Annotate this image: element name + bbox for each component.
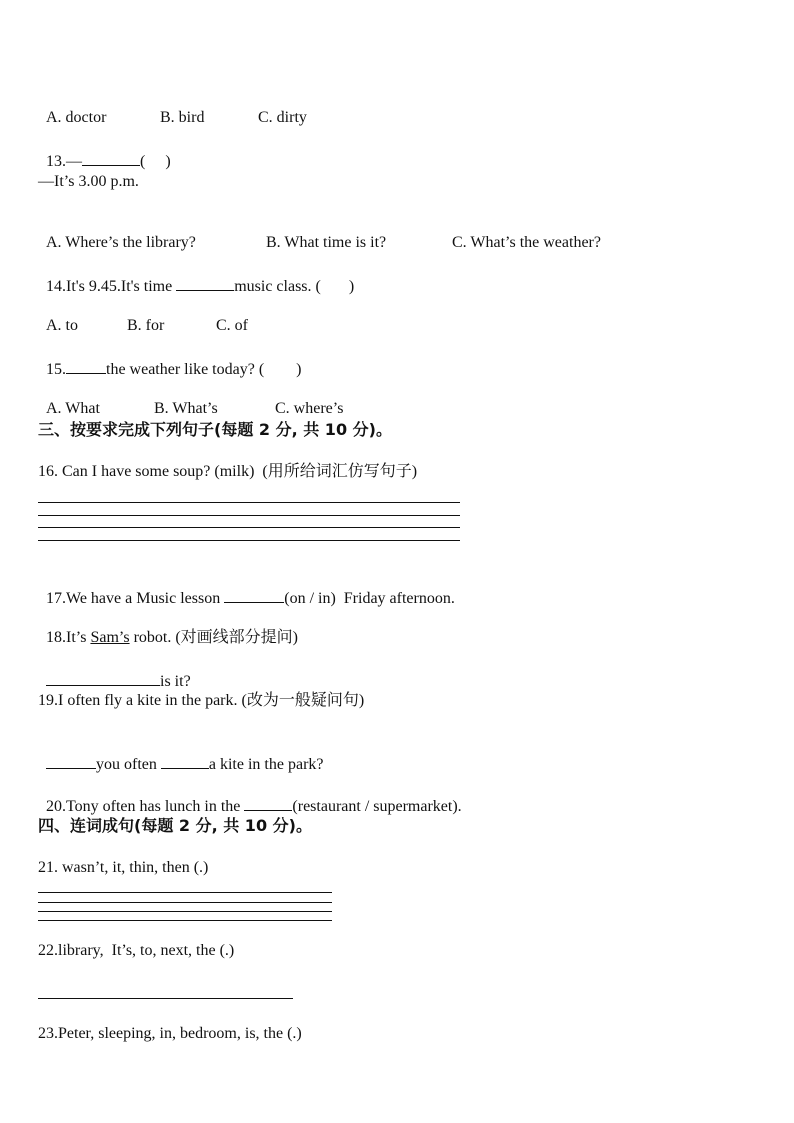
question-13 [38, 130, 171, 172]
q13-answer-line: —It’s 3.00 p.m. [38, 173, 139, 190]
q19-answer [38, 733, 324, 775]
q15-option-c: C. where’s [275, 400, 344, 417]
q14-option-b: B. for [127, 317, 165, 334]
q13-blank[interactable] [82, 150, 140, 166]
q15-options [38, 379, 343, 419]
q14-option-a: A. to [46, 317, 78, 334]
q14-options [38, 296, 248, 336]
q19-answer-suffix: a kite in the park? [208, 756, 324, 773]
q18-suffix: robot. (对画线部分提问) [129, 629, 299, 646]
q18-prefix: 18.It’s [46, 629, 91, 646]
q17-suffix: (on / in) Friday afternoon. [284, 590, 455, 607]
q13-option-c: C. What’s the weather? [452, 234, 601, 251]
q13-paren: ( ) [140, 153, 171, 170]
q15-suffix: the weather like today? ( ) [106, 361, 302, 378]
q14-blank[interactable] [176, 275, 234, 291]
q13-option-a: A. Where’s the library? [46, 234, 196, 251]
q15-blank[interactable] [66, 358, 106, 374]
q14-prefix: 14.It's 9.45.It's time [46, 278, 177, 295]
q16-answer-line-4[interactable] [38, 540, 460, 541]
question-19: 19.I often fly a kite in the park. (改为一般疑问句) [38, 692, 365, 709]
q19-answer-mid: you often [96, 756, 161, 773]
q13-options [38, 213, 601, 253]
question-20 [38, 775, 462, 817]
q14-suffix: music class. ( ) [234, 278, 355, 295]
q20-suffix: (restaurant / supermarket). [292, 798, 462, 815]
question-17 [38, 567, 455, 609]
q19-blank-2[interactable] [161, 753, 209, 769]
q12-options [38, 88, 307, 128]
q16-answer-line-3[interactable] [38, 527, 460, 528]
q18-underlined-word: Sam’s [90, 629, 130, 646]
q13-prefix: 13.— [46, 153, 82, 170]
section-3-heading: 三、按要求完成下列句子(每题 2 分, 共 10 分)。 [38, 420, 392, 439]
q16-answer-line-2[interactable] [38, 515, 460, 516]
question-18 [38, 608, 298, 648]
q21-answer-line-3[interactable] [38, 911, 332, 912]
question-14 [38, 255, 354, 297]
section-4-heading: 四、连词成句(每题 2 分, 共 10 分)。 [38, 816, 312, 835]
q14-option-c: C. of [216, 317, 248, 334]
q15-option-a: A. What [46, 400, 100, 417]
question-22: 22.library, It’s, to, next, the (.) [38, 942, 235, 959]
question-21: 21. wasn’t, it, thin, then (.) [38, 859, 209, 876]
question-23: 23.Peter, sleeping, in, bedroom, is, the (.) [38, 1025, 302, 1042]
q20-prefix: 20.Tony often has lunch in the [46, 798, 245, 815]
question-15 [38, 338, 301, 380]
q15-prefix: 15. [46, 361, 66, 378]
q18-blank[interactable] [46, 670, 160, 686]
q20-blank[interactable] [244, 795, 292, 811]
q21-answer-line-1[interactable] [38, 892, 332, 893]
q12-option-a: A. doctor [46, 109, 107, 126]
q12-option-b: B. bird [160, 109, 205, 126]
q12-option-c: C. dirty [258, 109, 307, 126]
q21-answer-line-2[interactable] [38, 902, 332, 903]
q19-blank-1[interactable] [46, 753, 96, 769]
q17-blank[interactable] [224, 587, 284, 603]
q21-answer-line-4[interactable] [38, 920, 332, 921]
q17-prefix: 17.We have a Music lesson [46, 590, 225, 607]
q15-option-b: B. What’s [154, 400, 218, 417]
q18-answer [38, 650, 191, 692]
q16-answer-line-1[interactable] [38, 502, 460, 503]
question-16: 16. Can I have some soup? (milk) (用所给词汇仿写句子) [38, 463, 418, 480]
q22-answer-line[interactable] [38, 998, 293, 999]
q13-option-b: B. What time is it? [266, 234, 387, 251]
q18-answer-text: is it? [160, 673, 191, 690]
